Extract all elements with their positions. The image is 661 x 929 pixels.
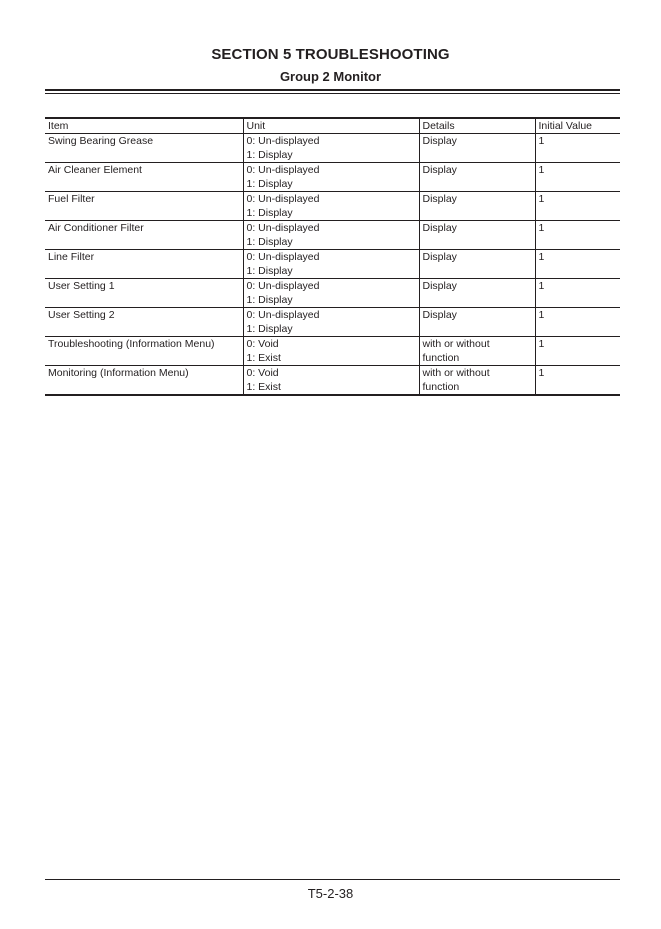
cell-item (45, 366, 243, 396)
details-text: Display (422, 164, 457, 176)
initial-value: 1 (538, 164, 545, 176)
initial-value: 1 (538, 135, 545, 147)
cell-initial-value (535, 279, 620, 308)
footer-rule (45, 879, 620, 880)
table-row (45, 250, 620, 279)
cell-item (45, 134, 243, 163)
cell-unit (243, 250, 419, 279)
column-header-unit: Unit (243, 118, 419, 134)
header-rule-thick (45, 89, 620, 91)
unit-option: 0: Un-displayed (246, 164, 320, 176)
item-label: Troubleshooting (Information Menu) (48, 338, 215, 350)
details-text: Display (422, 135, 457, 147)
item-label: Line Filter (48, 251, 95, 263)
column-header-initial-value: Initial Value (535, 118, 620, 134)
item-label: Air Cleaner Element (48, 164, 142, 176)
unit-option: 0: Un-displayed (246, 280, 320, 292)
unit-option: 0: Un-displayed (246, 222, 320, 234)
table-row (45, 308, 620, 337)
cell-initial-value (535, 192, 620, 221)
cell-unit (243, 221, 419, 250)
cell-initial-value (535, 221, 620, 250)
cell-initial-value (535, 250, 620, 279)
table-row (45, 366, 620, 396)
table-row (45, 279, 620, 308)
initial-value: 1 (538, 367, 545, 379)
unit-option: 1: Display (246, 207, 293, 219)
cell-unit (243, 163, 419, 192)
cell-item (45, 192, 243, 221)
item-label: User Setting 2 (48, 309, 115, 321)
unit-option: 0: Void (246, 338, 279, 350)
details-text: Display (422, 251, 457, 263)
cell-unit (243, 279, 419, 308)
cell-details (419, 192, 535, 221)
cell-item (45, 221, 243, 250)
details-text: function (422, 381, 460, 393)
cell-details (419, 163, 535, 192)
details-text: Display (422, 193, 457, 205)
item-label: Swing Bearing Grease (48, 135, 154, 147)
settings-table (45, 117, 620, 396)
unit-option: 1: Display (246, 323, 293, 335)
initial-value: 1 (538, 193, 545, 205)
details-text: with or without (422, 367, 490, 379)
initial-value: 1 (538, 222, 545, 234)
cell-unit (243, 134, 419, 163)
cell-item (45, 279, 243, 308)
cell-details (419, 337, 535, 366)
cell-initial-value (535, 366, 620, 396)
unit-option: 1: Display (246, 294, 293, 306)
table-row (45, 163, 620, 192)
table-header-row (45, 118, 620, 134)
table-row (45, 134, 620, 163)
cell-unit (243, 366, 419, 396)
unit-option: 0: Un-displayed (246, 193, 320, 205)
cell-unit (243, 337, 419, 366)
initial-value: 1 (538, 280, 545, 292)
unit-option: 1: Display (246, 265, 293, 277)
unit-option: 0: Un-displayed (246, 309, 320, 321)
cell-details (419, 279, 535, 308)
item-label: Air Conditioner Filter (48, 222, 144, 234)
page-number: T5-2-38 (307, 886, 354, 901)
cell-unit (243, 192, 419, 221)
cell-initial-value (535, 163, 620, 192)
group-subtitle: Group 2 Monitor (279, 69, 382, 84)
details-text: with or without (422, 338, 490, 350)
cell-initial-value (535, 337, 620, 366)
details-text: Display (422, 222, 457, 234)
cell-initial-value (535, 134, 620, 163)
initial-value: 1 (538, 251, 545, 263)
unit-option: 1: Display (246, 149, 293, 161)
cell-item (45, 250, 243, 279)
item-label: Monitoring (Information Menu) (48, 367, 189, 379)
unit-option: 0: Un-displayed (246, 251, 320, 263)
cell-details (419, 134, 535, 163)
header-rule-thin (45, 93, 620, 94)
unit-option: 1: Exist (246, 352, 281, 364)
details-text: Display (422, 309, 457, 321)
column-header-item: Item (45, 118, 243, 134)
table-row (45, 192, 620, 221)
cell-item (45, 337, 243, 366)
table-row (45, 221, 620, 250)
cell-initial-value (535, 308, 620, 337)
initial-value: 1 (538, 338, 545, 350)
table-row (45, 337, 620, 366)
column-header-details: Details (419, 118, 535, 134)
initial-value: 1 (538, 309, 545, 321)
unit-option: 0: Void (246, 367, 279, 379)
cell-details (419, 366, 535, 396)
cell-details (419, 308, 535, 337)
cell-details (419, 250, 535, 279)
details-text: function (422, 352, 460, 364)
cell-item (45, 308, 243, 337)
cell-item (45, 163, 243, 192)
unit-option: 1: Display (246, 178, 293, 190)
details-text: Display (422, 280, 457, 292)
item-label: Fuel Filter (48, 193, 95, 205)
cell-details (419, 221, 535, 250)
section-title: SECTION 5 TROUBLESHOOTING (211, 46, 450, 63)
unit-option: 1: Exist (246, 381, 281, 393)
cell-unit (243, 308, 419, 337)
unit-option: 0: Un-displayed (246, 135, 320, 147)
unit-option: 1: Display (246, 236, 293, 248)
item-label: User Setting 1 (48, 280, 115, 292)
